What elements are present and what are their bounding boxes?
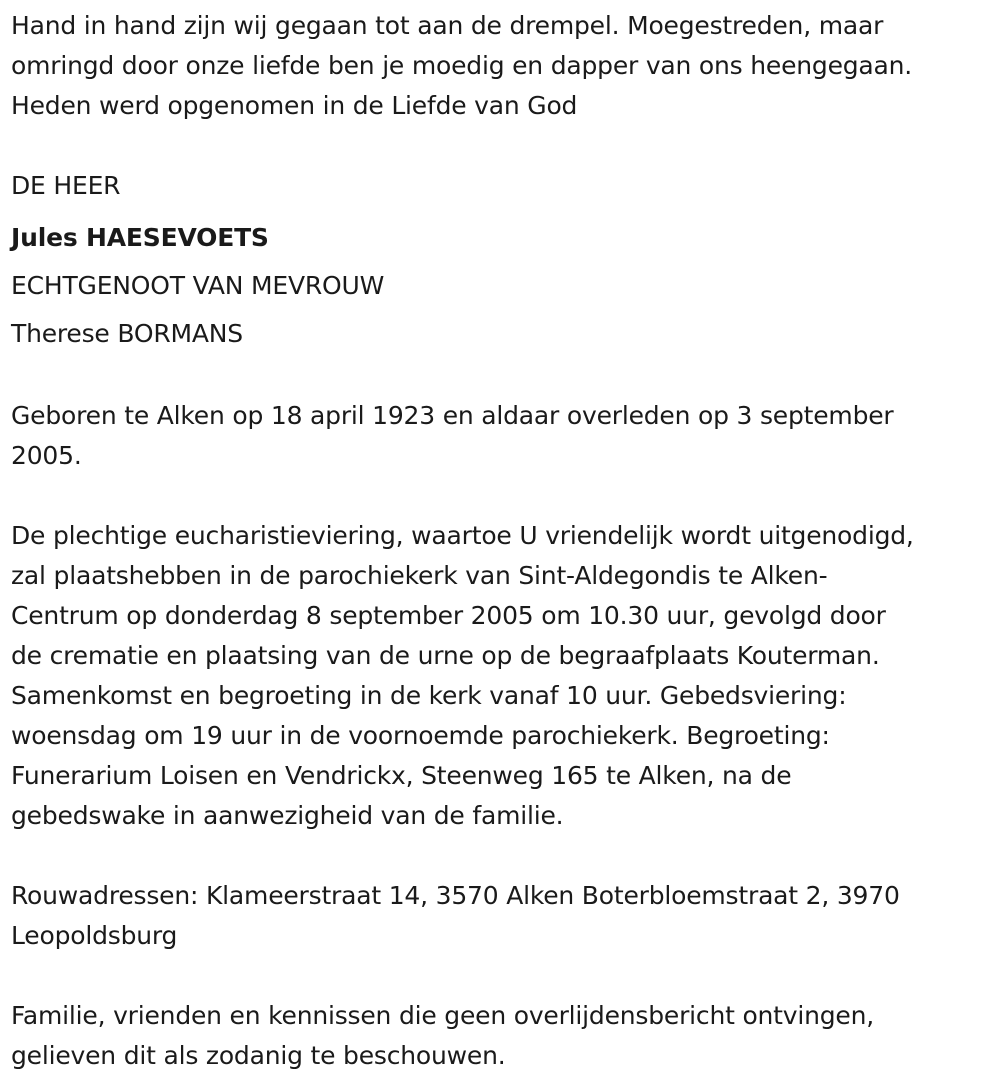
closing-paragraph bbox=[11, 996, 990, 1076]
address-line: Leopoldsburg bbox=[11, 921, 178, 950]
relation-label: ECHTGENOOT VAN MEVROUW bbox=[11, 271, 385, 300]
intro-paragraph bbox=[11, 6, 990, 126]
ceremony-line: de crematie en plaatsing van de urne op de begraafplaats Kouterman. bbox=[11, 641, 880, 670]
ceremony-line: Centrum op donderdag 8 september 2005 om 10.30 uur, gevolgd door bbox=[11, 601, 886, 630]
ceremony-line: zal plaatshebben in de parochiekerk van Sint-Aldegondis te Alken- bbox=[11, 561, 828, 590]
birth-death-line: Geboren te Alken op 18 april 1923 en aldaar overleden op 3 september bbox=[11, 401, 894, 430]
ceremony-line: Funerarium Loisen en Vendrickx, Steenweg 165 te Alken, na de bbox=[11, 761, 792, 790]
ceremony-line: De plechtige eucharistieviering, waartoe U vriendelijk wordt uitgenodigd, bbox=[11, 521, 914, 550]
honorific-title: DE HEER bbox=[11, 171, 121, 200]
ceremony-line: gebedswake in aanwezigheid van de familie. bbox=[11, 801, 564, 830]
birth-death-paragraph bbox=[11, 396, 990, 476]
name-block bbox=[11, 166, 990, 358]
intro-line: omringd door onze liefde ben je moedig en dapper van ons heengegaan. bbox=[11, 51, 913, 80]
ceremony-paragraph bbox=[11, 516, 990, 836]
intro-line: Hand in hand zijn wij gegaan tot aan de drempel. Moegestreden, maar bbox=[11, 11, 884, 40]
addresses-paragraph bbox=[11, 876, 990, 956]
closing-line: gelieven dit als zodanig te beschouwen. bbox=[11, 1041, 506, 1070]
address-line: Rouwadressen: Klameerstraat 14, 3570 Alken Boterbloemstraat 2, 3970 bbox=[11, 881, 900, 910]
ceremony-line: Samenkomst en begroeting in de kerk vanaf 10 uur. Gebedsviering: bbox=[11, 681, 847, 710]
deceased-name: Jules HAESEVOETS bbox=[11, 223, 269, 252]
closing-line: Familie, vrienden en kennissen die geen overlijdensbericht ontvingen, bbox=[11, 1001, 875, 1030]
intro-line: Heden werd opgenomen in de Liefde van God bbox=[11, 91, 578, 120]
birth-death-line: 2005. bbox=[11, 441, 82, 470]
spouse-name: Therese BORMANS bbox=[11, 319, 243, 348]
ceremony-line: woensdag om 19 uur in de voornoemde parochiekerk. Begroeting: bbox=[11, 721, 830, 750]
